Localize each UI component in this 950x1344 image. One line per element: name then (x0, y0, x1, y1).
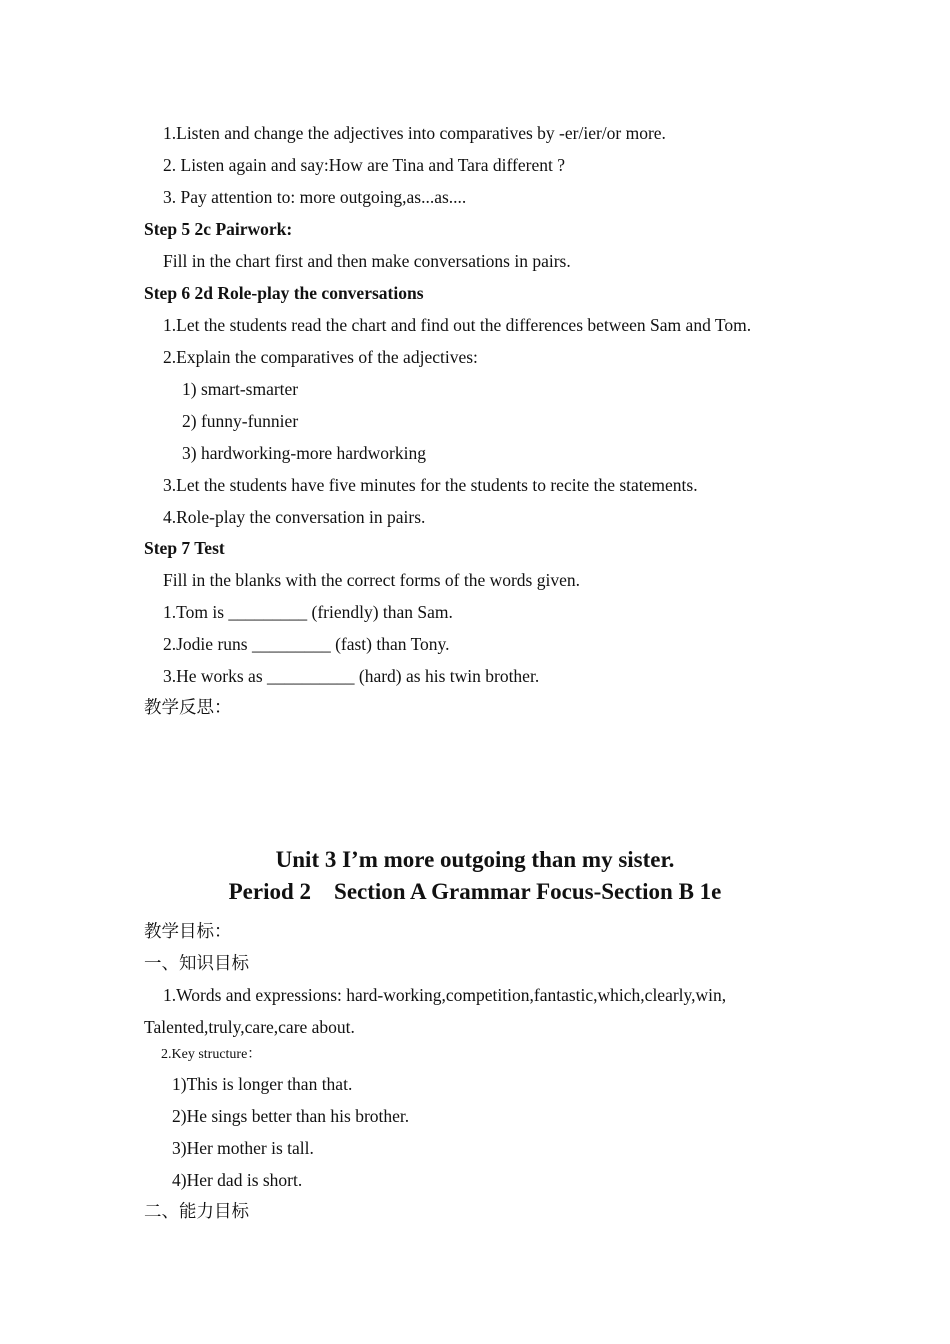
step7-item-3: 3.He works as __________ (hard) as his twin brother. (163, 666, 540, 686)
step6-subitem-3: 3) hardworking-more hardworking (182, 443, 426, 463)
step6-item-3: 3.Let the students have five minutes for the students to recite the statements. (163, 475, 698, 495)
step5-text: Fill in the chart first and then make conversations in pairs. (163, 251, 571, 271)
step5-heading: Step 5 2c Pairwork: (144, 219, 293, 239)
listen-item-3: 3. Pay attention to: more outgoing,as...as.... (163, 187, 467, 207)
listen-item-2: 2. Listen again and say:How are Tina and Tara different ? (163, 155, 565, 175)
step6-item-2: 2.Explain the comparatives of the adjectives: (163, 347, 478, 367)
step6-subitem-1: 1) smart-smarter (182, 379, 299, 399)
step6-subitem-2: 2) funny-funnier (182, 411, 299, 431)
key-structure-label: 2.Key structure： (161, 1047, 262, 1062)
words-expressions-line-2: Talented,truly,care,care about. (144, 1017, 355, 1037)
step7-text: Fill in the blanks with the correct forms of the words given. (163, 570, 581, 590)
key-structure-2: 2)He sings better than his brother. (172, 1106, 410, 1126)
goals-label: 教学目标： (144, 921, 232, 941)
knowledge-goals-label: 一、知识目标 (144, 953, 249, 973)
step6-item-4: 4.Role-play the conversation in pairs. (163, 507, 426, 527)
reflection-label: 教学反思： (144, 697, 232, 717)
step7-item-2: 2.Jodie runs _________ (fast) than Tony. (163, 634, 450, 654)
step6-item-1: 1.Let the students read the chart and find out the differences between Sam and Tom. (163, 315, 752, 335)
ability-goals-label: 二、能力目标 (144, 1201, 249, 1221)
period-title: Period 2 Section A Grammar Focus-Section B 1e (228, 879, 722, 904)
step7-heading: Step 7 Test (144, 538, 225, 558)
listen-item-1: 1.Listen and change the adjectives into comparatives by -er/ier/or more. (163, 123, 666, 143)
key-structure-4: 4)Her dad is short. (172, 1170, 303, 1190)
step7-item-1: 1.Tom is _________ (friendly) than Sam. (163, 602, 453, 622)
unit-title: Unit 3 I’m more outgoing than my sister. (275, 847, 675, 872)
key-structure-3: 3)Her mother is tall. (172, 1138, 314, 1158)
key-structure-1: 1)This is longer than that. (172, 1074, 353, 1094)
step6-heading: Step 6 2d Role-play the conversations (144, 283, 424, 303)
words-expressions-line-1: 1.Words and expressions: hard-working,competition,fantastic,which,clearly,win, (163, 985, 727, 1005)
